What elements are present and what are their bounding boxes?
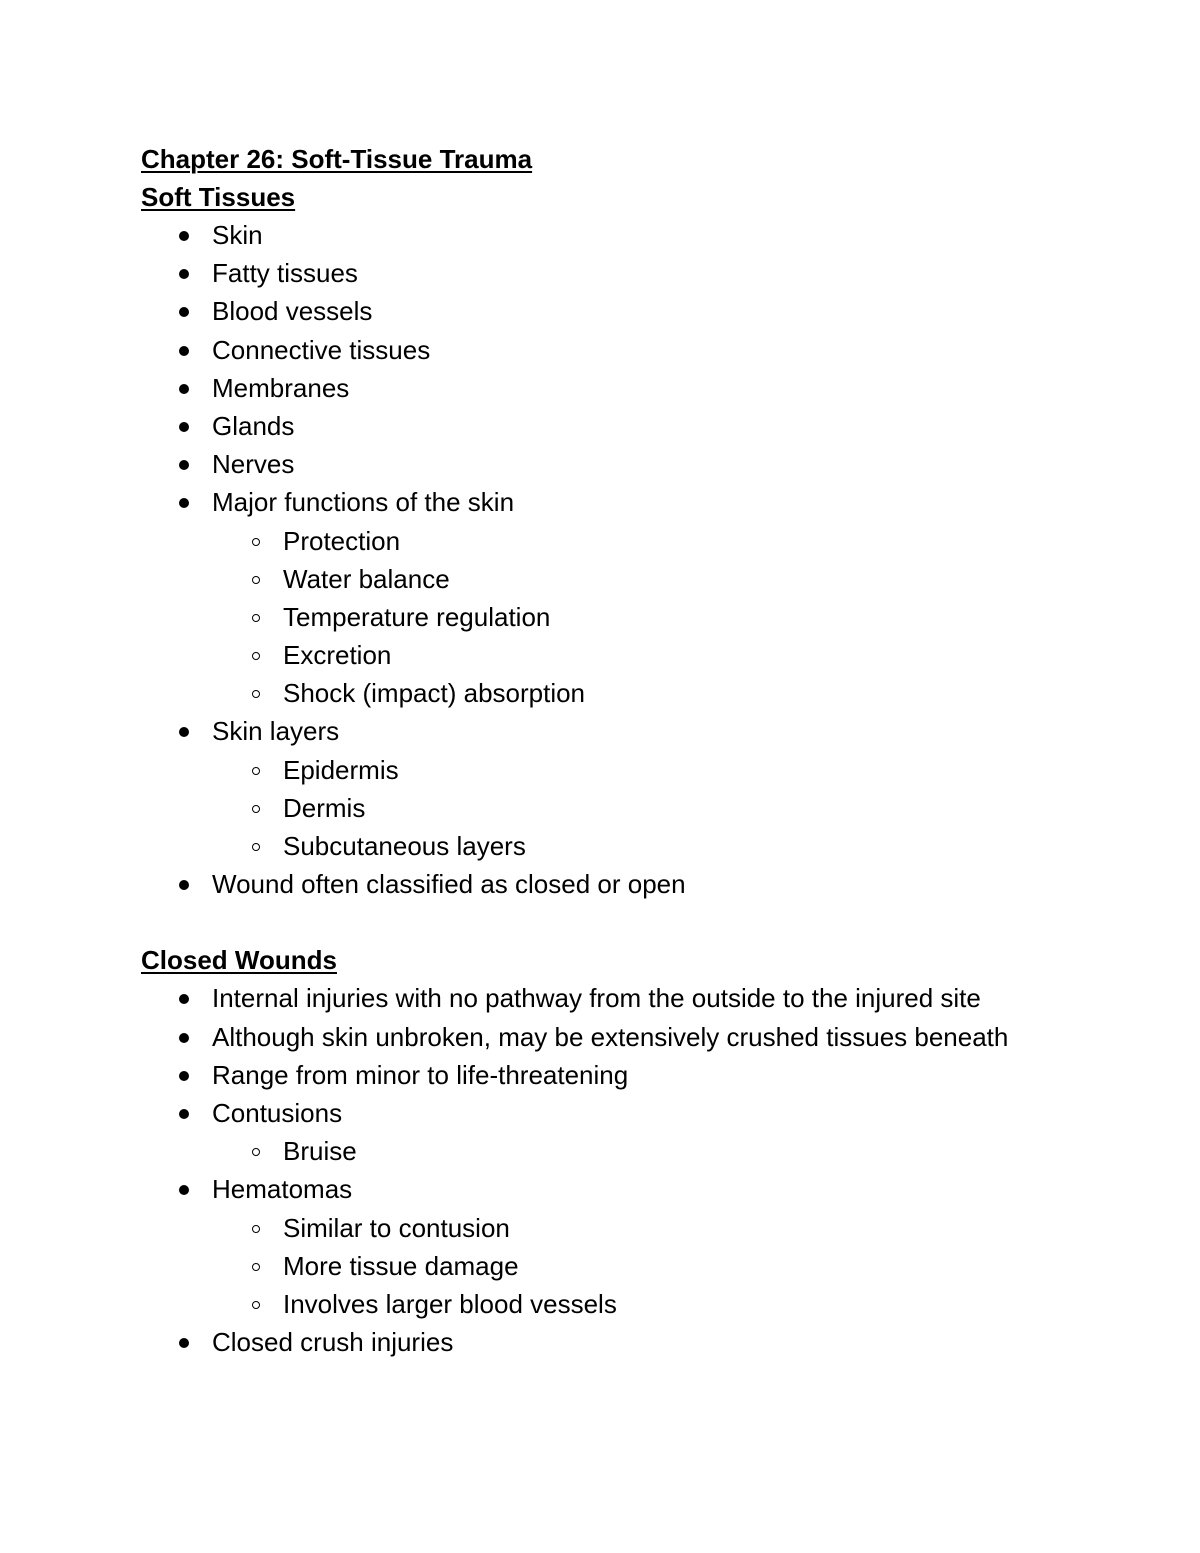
circle-bullet-icon	[252, 843, 260, 851]
list-item: Closed crush injuries	[141, 1323, 1101, 1361]
sub-list-item: Dermis	[212, 789, 1101, 827]
list-item: Wound often classified as closed or open	[141, 865, 1101, 903]
list-item: Skin layers Epidermis Dermis Subcutaneous layers	[141, 712, 1101, 865]
bullet-icon	[179, 1109, 189, 1119]
list-item: Hematomas Similar to contusion More tissue damage Involves larger blood vessels	[141, 1170, 1101, 1323]
sub-list	[212, 1132, 1101, 1170]
list-item: Membranes	[141, 369, 1101, 407]
chapter-title: Chapter 26: Soft-Tissue Trauma	[141, 144, 533, 174]
bullet-icon	[179, 994, 189, 1004]
sub-list-item: Bruise	[212, 1132, 1101, 1170]
bullet-icon	[179, 384, 189, 394]
bullet-icon	[179, 231, 189, 241]
bullet-icon	[179, 460, 189, 470]
section-heading: Closed Wounds	[141, 945, 337, 976]
bullet-list	[141, 979, 1101, 1361]
sub-list	[212, 751, 1101, 866]
bullet-icon	[179, 727, 189, 737]
bullet-list	[141, 216, 1101, 903]
section-closed-wounds	[141, 941, 1101, 1361]
sub-list	[212, 522, 1101, 713]
bullet-icon	[179, 1033, 189, 1043]
circle-bullet-icon	[252, 1301, 260, 1309]
circle-bullet-icon	[252, 538, 260, 546]
list-item: Fatty tissues	[141, 254, 1101, 292]
section-heading: Soft Tissues	[141, 182, 296, 212]
bullet-icon	[179, 880, 189, 890]
bullet-icon	[179, 346, 189, 356]
bullet-icon	[179, 1185, 189, 1195]
circle-bullet-icon	[252, 1263, 260, 1271]
document-body	[141, 140, 1101, 1361]
list-item: Although skin unbroken, may be extensively crushed tissues beneath	[141, 1018, 1101, 1056]
bullet-icon	[179, 1071, 189, 1081]
list-item: Connective tissues	[141, 331, 1101, 369]
list-item: Glands	[141, 407, 1101, 445]
list-item: Contusions Bruise	[141, 1094, 1101, 1170]
sub-list-item: Protection	[212, 522, 1101, 560]
sub-list-item: More tissue damage	[212, 1247, 1101, 1285]
sub-list-item: Epidermis	[212, 751, 1101, 789]
circle-bullet-icon	[252, 652, 260, 660]
bullet-icon	[179, 269, 189, 279]
section-soft-tissues	[141, 178, 1101, 903]
circle-bullet-icon	[252, 805, 260, 813]
circle-bullet-icon	[252, 690, 260, 698]
circle-bullet-icon	[252, 576, 260, 584]
section-spacer	[141, 903, 1101, 941]
bullet-icon	[179, 1338, 189, 1348]
sub-list-item: Involves larger blood vessels	[212, 1285, 1101, 1323]
sub-list-item: Subcutaneous layers	[212, 827, 1101, 865]
list-item: Major functions of the skin Protection Water balance Temperature regulation Excretion Shock (impact) absorption	[141, 483, 1101, 712]
sub-list-item: Water balance	[212, 560, 1101, 598]
sub-list-item: Temperature regulation	[212, 598, 1101, 636]
circle-bullet-icon	[252, 767, 260, 775]
circle-bullet-icon	[252, 1225, 260, 1233]
circle-bullet-icon	[252, 614, 260, 622]
sub-list-item: Excretion	[212, 636, 1101, 674]
list-item: Range from minor to life-threatening	[141, 1056, 1101, 1094]
circle-bullet-icon	[252, 1148, 260, 1156]
bullet-icon	[179, 422, 189, 432]
list-item: Blood vessels	[141, 292, 1101, 330]
bullet-icon	[179, 498, 189, 508]
bullet-icon	[179, 307, 189, 317]
list-item: Nerves	[141, 445, 1101, 483]
list-item: Internal injuries with no pathway from the outside to the injured site	[141, 979, 1101, 1017]
sub-list-item: Similar to contusion	[212, 1209, 1101, 1247]
list-item: Skin	[141, 216, 1101, 254]
sub-list	[212, 1209, 1101, 1324]
sub-list-item: Shock (impact) absorption	[212, 674, 1101, 712]
